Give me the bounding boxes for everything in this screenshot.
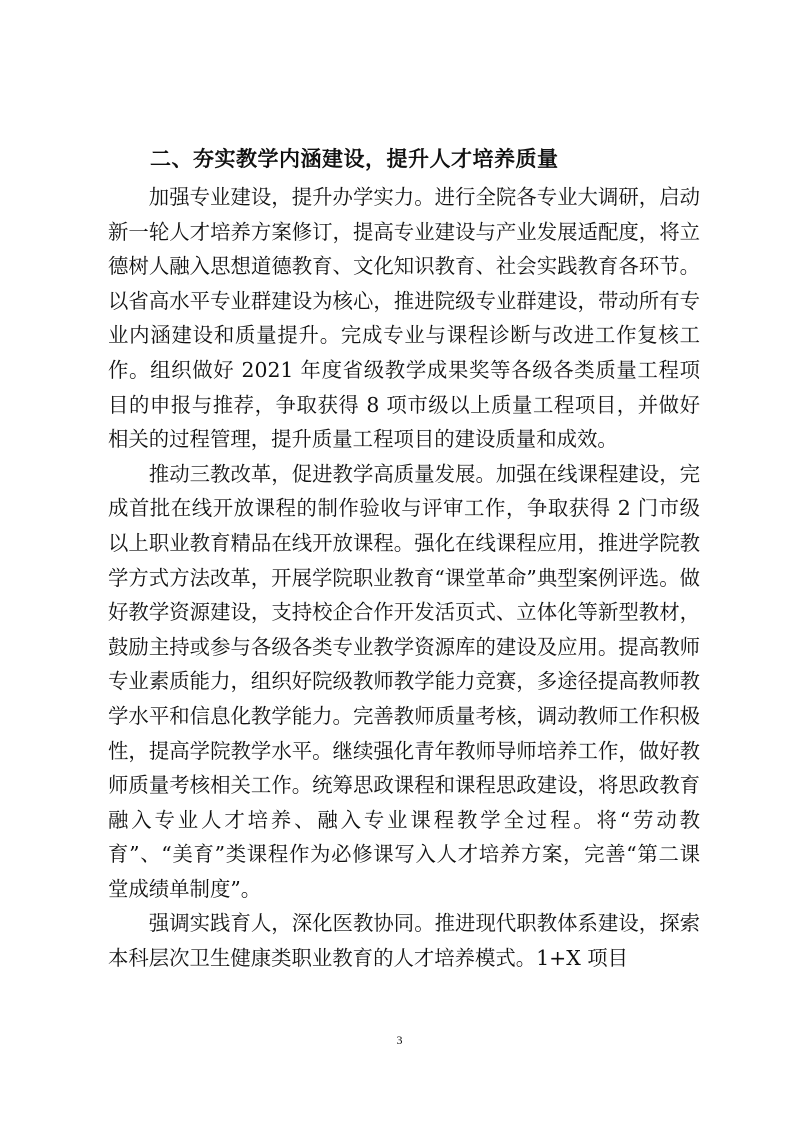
paragraph-practice-education: 强调实践育人，深化医教协同。推进现代职教体系建设，探索本科层次卫生健康类职业教育的人才培养模式。1+X 项目 — [108, 911, 700, 971]
body-text — [108, 180, 700, 976]
page-number: 3 — [396, 1033, 403, 1047]
paragraph-professional-construction: 加强专业建设，提升办学实力。进行全院各专业大调研，启动新一轮人才培养方案修订，提高专业建设与产业发展适配度，将立德树人融入思想道德教育、文化知识教育、社会实践教育各环节。以省高水平专业群建设为核心，推进院级专业群建设，带动所有专业内涵建设和质量提升。完成专业与课程诊断与改进工作复核工作。组织做好 2021 年度省级教学成果奖等各级各类质量工程项目的申报与推荐，争取获得 8 项市级以上质量工程项目，并做好相关的过程管理，提升质量工程项目的建设质量和成效。 — [108, 185, 700, 452]
section-heading: 二、夯实教学内涵建设，提升人才培养质量 — [150, 147, 559, 171]
paragraph-teaching-reform: 推动三教改革，促进教学高质量发展。加强在线课程建设，完成首批在线开放课程的制作验收与评审工作，争取获得 2 门市级以上职业教育精品在线开放课程。强化在线课程应用，推进学院教学方式方法改革，开展学院职业教育“课堂革命”典型案例评选。做好教学资源建设，支持校企合作开发活页式、立体化等新型教材，鼓励主持或参与各级各类专业教学资源库的建设及应用。提高教师专业素质能力，组织好院级教师教学能力竞赛，多途径提高教师教学水平和信息化教学能力。完善教师质量考核，调动教师工作积极性，提高学院教学水平。继续强化青年教师导师培养工作，做好教师质量考核相关工作。统筹思政课程和课程思政建设，将思政教育融入专业人才培养、融入专业课程教学全过程。将“劳动教育”、“美育”类课程作为必修课写入人才培养方案，完善“第二课堂成绩单制度”。 — [108, 461, 700, 901]
